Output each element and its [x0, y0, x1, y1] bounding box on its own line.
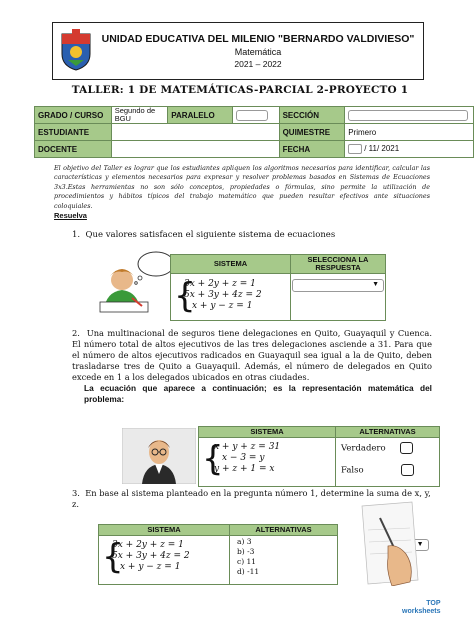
q2-option-verdadero-label: Verdadero — [341, 443, 386, 454]
q2-verdadero-checkbox[interactable] — [400, 442, 413, 454]
question-3-text: En base al sistema planteado en la pregunta número 1, determine la suma de x, y, z. — [72, 488, 431, 509]
estudiante-input[interactable] — [111, 124, 279, 141]
watermark-line-1: TOP — [426, 600, 441, 607]
q2-system-cell — [199, 438, 336, 487]
docente-label: DOCENTE — [35, 141, 112, 158]
q3-alternatives — [231, 537, 336, 577]
q1-table — [170, 254, 386, 321]
watermark-line-2: worksheets — [402, 608, 441, 615]
q2-option-falso-label: Falso — [341, 465, 364, 476]
paralelo-input[interactable] — [236, 110, 268, 121]
q1-equation-1: 3x + 2y + z = 1 — [184, 279, 256, 289]
seccion-cell — [345, 107, 474, 124]
q2-equation-2: x − 3 = y — [222, 453, 265, 463]
fecha-day-input[interactable] — [348, 144, 362, 154]
quimestre-label: QUIMESTRE — [279, 124, 345, 141]
q1-answer-dropdown[interactable] — [292, 279, 384, 292]
question-2 — [72, 328, 432, 405]
fecha-label: FECHA — [279, 141, 345, 158]
q1-col-sistema: SISTEMA — [171, 255, 291, 274]
brace-icon: { — [102, 537, 124, 577]
q1-col-respuesta: SELECCIONA LA RESPUESTA — [291, 255, 386, 274]
q3-alternative-d[interactable]: d) -11 — [237, 567, 260, 576]
q1-system-cell — [171, 274, 291, 321]
seccion-label: SECCIÓN — [279, 107, 345, 124]
q1-equation-3: x + y − z = 1 — [192, 301, 253, 311]
q3-alternative-a[interactable]: a) 3 — [237, 537, 252, 546]
brace-icon: { — [174, 276, 196, 316]
q2-option-verdadero[interactable] — [337, 439, 438, 462]
q3-alternative-b[interactable]: b) -3 — [237, 547, 255, 556]
seccion-input[interactable] — [348, 110, 468, 121]
chevron-down-icon: ▼ — [416, 540, 424, 548]
q2-col-alternativas: ALTERNATIVAS — [336, 427, 440, 438]
q1-answer-cell — [291, 274, 386, 321]
question-1 — [72, 230, 432, 240]
chevron-down-icon: ▼ — [372, 281, 379, 288]
docente-input[interactable] — [111, 141, 279, 158]
student-info-table — [34, 106, 474, 158]
school-year: 2021 – 2022 — [234, 59, 282, 69]
q2-col-sistema: SISTEMA — [199, 427, 336, 438]
paralelo-label: PARALELO — [168, 107, 233, 124]
q2-equation-3: y + z + 1 = x — [214, 464, 275, 474]
q3-equation-2: 5x + 3y + 4z = 2 — [112, 551, 190, 561]
question-2-bold-text: La ecuación que aparece a continuación; es la representación matemática del problema: — [84, 383, 432, 404]
q1-system — [172, 276, 289, 316]
student-writing-illustration — [96, 250, 176, 314]
q3-equation-1: 3x + 2y + z = 1 — [112, 540, 184, 550]
question-2-text: Una multinacional de seguros tiene delegaciones en Quito, Guayaquil y Cuenca. El número total de altos ejecutivos de las tres delegaciones asciende a 31. Para que el número de altos ejecutivos radicados en Guayaquil sea igual a la de Quito, deben trasladarse tres de Quito a Guayaquil. Además, el número de delegados en Quito excede en 1 a los delegados ubicados en otras ciudades. — [72, 328, 432, 382]
q2-equation-1: x + y + z = 31 — [214, 442, 281, 452]
grado-label: GRADO / CURSO — [35, 107, 112, 124]
q3-alternative-c[interactable]: c) 11 — [237, 557, 257, 566]
school-logo — [58, 28, 94, 72]
q2-system — [200, 439, 334, 479]
school-name: UNIDAD EDUCATIVA DEL MILENIO "BERNARDO VALDIVIESO" — [101, 33, 415, 45]
paralelo-cell — [233, 107, 279, 124]
grado-value: Segundo de BGU — [111, 107, 168, 124]
q2-option-falso[interactable] — [337, 462, 438, 476]
quimestre-value: Primero — [345, 124, 474, 141]
q3-alternatives-cell — [230, 536, 424, 585]
brace-icon: { — [202, 439, 224, 479]
objective-text: El objetivo del Taller es lograr que los estudiantes apliquen los algoritmos necesarios para identificar, calcular las características y elementos necesarios para expresar y resolver problemas basados en Sistemas de Ecuaciones 3x3.Estas herramientas no son sólo conceptos, propiedades o fórmulas, sino permite la utilización de procedimientos y hábitos típicos del trabajo matemático que pueden resultar efectivos ante situaciones coloquiales. — [54, 164, 430, 210]
worksheet-title: TALLER: 1 DE MATEMÁTICAS-PARCIAL 2-PROYECTO 1 — [71, 84, 409, 96]
fecha-cell — [345, 141, 474, 158]
q1-equation-2: 5x + 3y + 4z = 2 — [184, 290, 262, 300]
resuelva-heading: Resuelva — [54, 211, 87, 220]
q2-options-cell — [336, 438, 440, 487]
q2-table — [198, 426, 440, 487]
teacher-illustration — [122, 428, 196, 484]
hand-writing-illustration — [352, 500, 432, 586]
q3-table — [98, 524, 424, 585]
subject-name: Matemática — [234, 47, 282, 57]
q3-system — [100, 537, 228, 577]
question-2-number: 2. — [72, 328, 80, 338]
fecha-value: / 11/ 2021 — [364, 144, 400, 154]
q2-falso-checkbox[interactable] — [401, 464, 414, 476]
q3-col-sistema: SISTEMA — [99, 525, 230, 536]
question-1-number: 1. — [72, 230, 81, 240]
q3-system-cell — [99, 536, 230, 585]
q3-equation-3: x + y − z = 1 — [120, 562, 181, 572]
estudiante-label: ESTUDIANTE — [35, 124, 112, 141]
watermark — [402, 600, 441, 616]
question-3-number: 3. — [72, 488, 80, 498]
q3-col-alternativas: ALTERNATIVAS — [230, 525, 338, 536]
question-1-text: Que valores satisfacen el siguiente sistema de ecuaciones — [85, 230, 336, 240]
